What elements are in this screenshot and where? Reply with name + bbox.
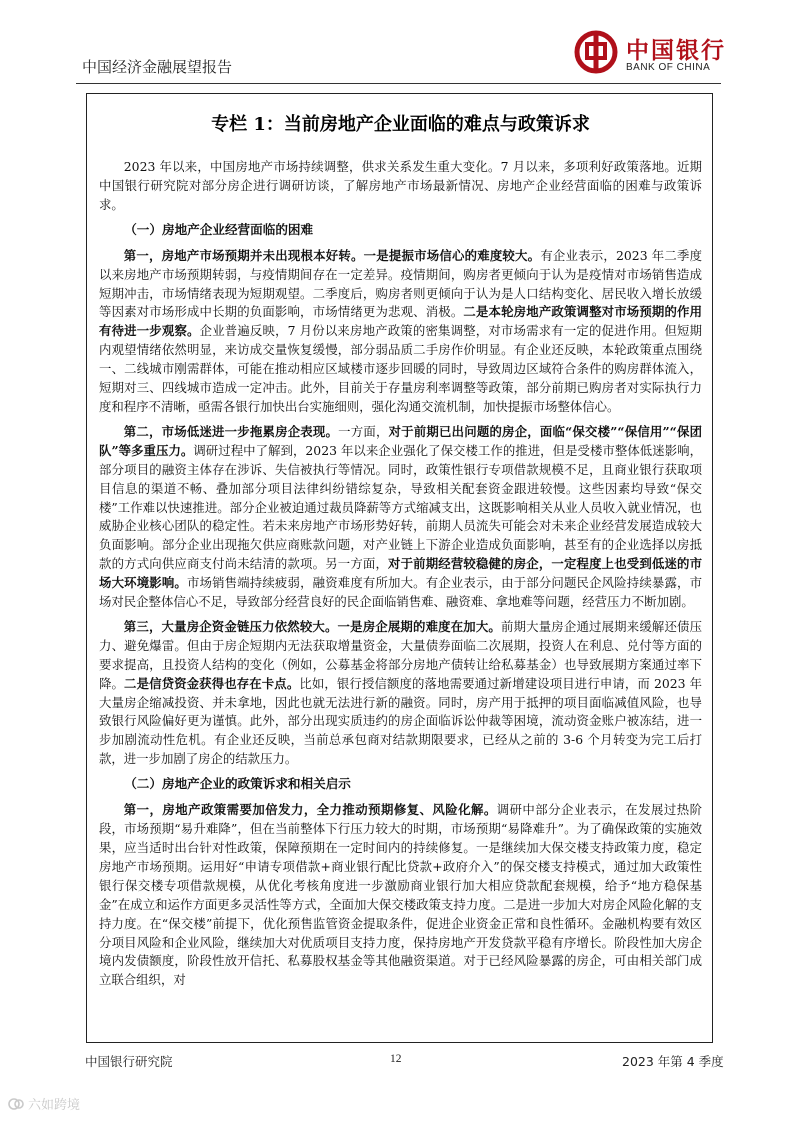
bank-logo [574,30,724,82]
section-heading-policy-requests: （二）房地产企业的政策诉求和相关启示 [124,776,351,792]
watermark-text: 六如跨境 [28,1098,81,1113]
watermark-logo-icon [8,1096,24,1112]
bold-run: 对于前期经营较稳健的房企，一定程度上也受到低迷的市场大环境影响。 [99,556,703,591]
bold-run: 第一，房地产市场预期并未出现根本好转。一是提振市场信心的难度较大。 [123,247,541,263]
bold-run: 第二，市场低迷进一步拖累房企表现。 [123,423,339,439]
bold-run: 第一，房地产政策需要加倍发力，全力推动预期修复、风险化解。 [123,802,497,818]
footer-organization: 中国银行研究院 [85,1054,173,1069]
bold-run: 第三，大量房企资金链压力依然较大。一是房企展期的难度在加大。 [123,618,502,634]
footer-period: 2023 年第 4 季度 [622,1054,724,1069]
column-box [86,93,713,1043]
paragraph-first-difficulty [99,247,702,417]
text-run: 一方面， [338,423,389,439]
header-divider [76,83,721,84]
text-run: 调研中部分企业表示，在发展过热阶段，市场预期“易升难降”，但在当前整体下行压力较大的时期，市场预期“易降难升”。为了确保政策的实施效果，应当适时出台针对性政策，保障预期在一定时间内的持续修复。一是继续加大保交楼支持政策力度，稳定房地产市场预期。运用好“申请专项借款+商业银行配比贷款+政府介入”的保交楼支持模式，通过加大政策性银行保交楼专项借款规模，从优化考核角度进一步激励商业银行加大相应贷款配套规模，给予“地方稳保基金”在成立和运作方面更多灵活性等方式，全面加大保交楼政策支持力度。二是进一步加大对房企风险化解的支持力度。在“保交楼”前提下，优化预售监管资金提取条件，促进企业资金正常和良性循环。金融机构要有效区分项目风险和企业风险，继续加大对优质项目支持力度，保持房地产开发贷款平稳有序增长。阶段性加大房企境内发债额度，阶段性放开信托、私募股权基金等其他融资渠道。对于已经风险暴露的房企，可由相关部门成立联合组织，对 [99,802,702,988]
bold-run: 对于前期已出问题的房企，面临“保交楼”“保信用”“保团队”等多重压力。 [99,423,703,458]
paragraph-third-difficulty [99,618,702,769]
text-run: 市场销售端持续疲弱，融资难度有所加大。有企业表示，由于部分问题民企风险持续暴露，市场对民企整体信心不足，导致部分经营良好的民企面临销售难、融资难、拿地难等问题，经营压力不断加剧。 [99,575,703,610]
text-run: 企业普遍反映，7 月份以来房地产政策的密集调整，对市场需求有一定的促进作用。但短期内观望情绪依然明显，来访成交量恢复缓慢，部分弱品质二手房作价明显。有企业还反映，本轮政策重点围绕一、二线城市刚需群体，可能在推动相应区域楼市逐步回暖的同时，导致周边区域符合条件的购房群体流入，短期对三、四线城市造成一定冲击。此外，目前关于存量房利率调整等政策，部分前期已购房者对实际执行力度和程序不清晰，亟需各银行加快出台实施细则，强化沟通交流机制，加快提振市场整体信心。 [99,323,702,414]
intro-paragraph: 2023 年以来，中国房地产市场持续调整，供求关系发生重大变化。7 月以来，多项利好政策落地。近期中国银行研究院对部分房企进行调研访谈，了解房地产市场最新情况、房地产企业经营面临的困难与政策诉求。 [99,159,702,212]
section-heading-difficulties: （一）房地产企业经营面临的困难 [124,221,314,237]
text-run: 前期大量房企通过展期来缓解还债压力、避免爆雷。但由于房企短期内无法获取增量资金，大量债券面临二次展期，投资人在利息、兑付等方面的要求提高，且投资人结构的变化（例如，公募基金将部分房地产债转让给私募基金）也导致展期方案通过率下降。 [99,618,703,691]
text-run: 有企业表示，2023 年二季度以来房地产市场预期转弱，与疫情期间存在一定差异。疫情期间，购房者更倾向于认为是疫情对市场销售造成短期冲击，市场情绪表现为短期观望。二季度后，购房者则更倾向于认为是人口结构变化、居民收入增长放缓等因素对市场形成中长期的负面影响，市场情绪更为悲观、消极。 [99,247,702,320]
text-run: 比如，银行授信额度的落地需要通过新增建设项目进行申请，而 2023 年大量房企缩减投资、并未拿地，因此也就无法进行新的融资。同时，房产用于抵押的项目面临减值风险，也导致银行风险偏好更为谨慎。此外，部分出现实质违约的房企面临诉讼仲裁等困境，流动资金账户被冻结，进一步加剧流动性危机。有企业还反映，当前总承包商对结款期限要求，已经从之前的 3-6 个月转变为完工后打款，进一步加剧了房企的结款压力。 [99,675,702,767]
bank-of-china-emblem-icon [574,30,618,74]
watermark [8,1094,80,1113]
column-title: 专栏 1：当前房地产企业面临的难点与政策诉求 [211,114,590,135]
text-run: 调研过程中了解到，2023 年以来企业强化了保交楼工作的推进，但是受楼市整体低迷影响，部分项目的融资主体存在涉诉、失信被执行等情况。同时，政策性银行专项借款规模不足，且商业银行获取项目信息的渠道不畅、叠加部分项目法律纠纷错综复杂，导致相关配套资金跟进较慢。这些因素均导致“保交楼”工作难以快速推进。部分企业被迫通过裁员降薪等方式缩减支出，这既影响相关从业人员收入就业情况，也威胁企业核心团队的稳定性。若未来房地产市场形势好转，前期人员流失可能会对未来企业经营发展造成较大负面影响。部分企业出现拖欠供应商账款问题，对产业链上下游企业造成负面影响，甚至有的企业选择以房抵款的方式向供应商支付尚未结清的款项。另一方面， [99,442,702,572]
report-header-title: 中国经济金融展望报告 [82,58,233,76]
paragraph-first-policy-request [99,801,702,990]
logo-chinese-name: 中国银行 [626,37,726,64]
logo-english-name: BANK OF CHINA [626,62,711,73]
bold-run: 二是信贷资金获得也存在卡点。 [124,675,300,691]
paragraph-second-difficulty [99,423,702,612]
bold-run: 二是本轮房地产政策调整对市场预期的作用有待进一步观察。 [99,304,703,339]
page-number: 12 [390,1053,402,1065]
